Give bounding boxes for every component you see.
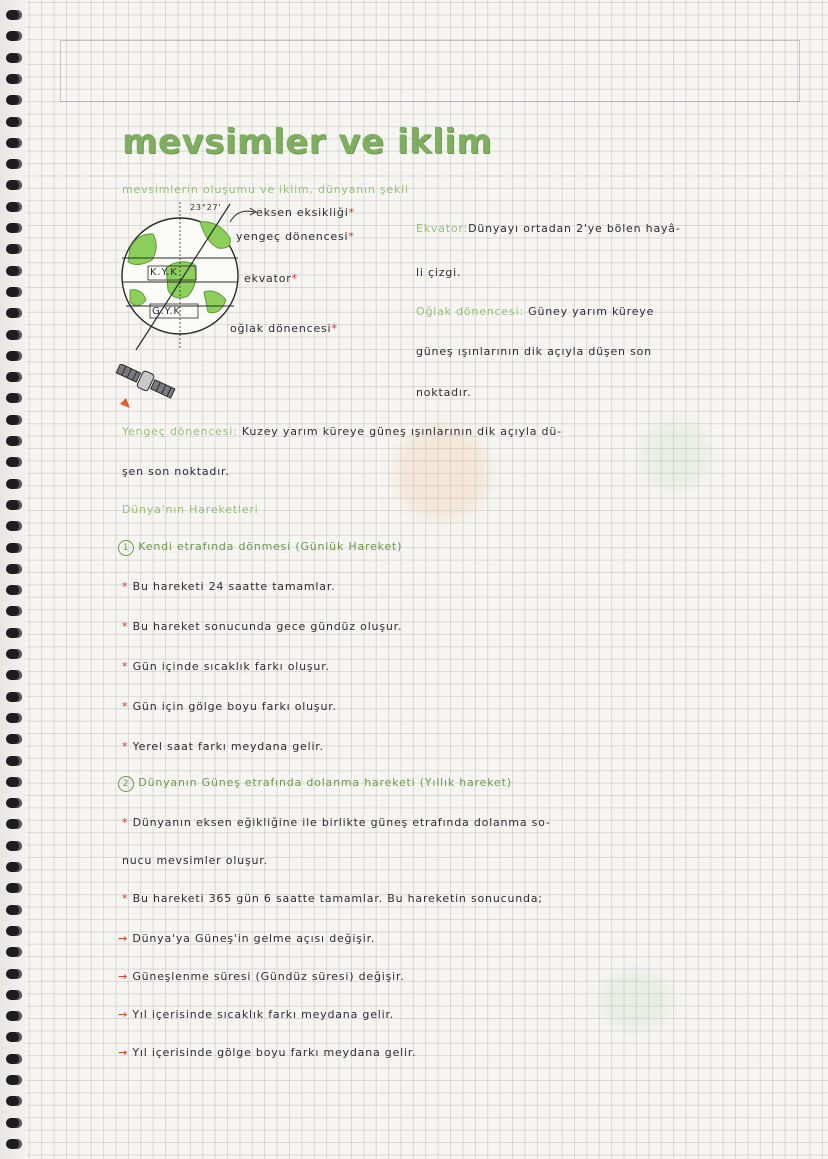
spiral-ring	[6, 521, 22, 531]
spiral-ring	[6, 287, 22, 297]
spiral-ring	[6, 670, 22, 680]
cancer-diagram-label: yengeç dönencesi*	[236, 230, 355, 243]
star-icon: *	[122, 700, 129, 713]
spiral-ring	[6, 1139, 22, 1149]
spiral-ring	[6, 798, 22, 808]
bullet-text: Yerel saat farkı meydana gelir.	[132, 740, 324, 753]
spiral-ring	[6, 734, 22, 744]
arrow-icon: →	[118, 1046, 129, 1059]
spiral-ring	[6, 266, 22, 276]
south-hemisphere-label: G.Y.K	[152, 306, 181, 317]
spiral-ring	[6, 1075, 22, 1085]
yearly-line3: * Bu hareketi 365 gün 6 saatte tamamlar. Bu hareketin sonucunda;	[122, 892, 543, 905]
spiral-ring	[6, 628, 22, 638]
spiral-ring	[6, 649, 22, 659]
spiral-ring	[6, 1011, 22, 1021]
spiral-ring	[6, 308, 22, 318]
spiral-ring	[6, 564, 22, 574]
angle-label: 23°27'	[190, 203, 222, 212]
bleed-through-stain	[600, 970, 670, 1030]
capricorn-definition-line3: noktadır.	[416, 386, 472, 399]
spiral-ring	[6, 777, 22, 787]
bullet-text: Gün için gölge boyu farkı oluşur.	[132, 700, 337, 713]
star-icon: *	[122, 660, 129, 673]
spiral-ring	[6, 10, 22, 20]
spiral-ring	[6, 180, 22, 190]
spiral-ring	[6, 1032, 22, 1042]
daily-bullet	[122, 580, 335, 593]
spiral-ring	[6, 53, 22, 63]
spiral-ring	[6, 841, 22, 851]
cancer-definition-line1: Yengeç dönencesi: Kuzey yarım küreye güneş ışınlarının dik açıyla dü-	[122, 425, 562, 438]
star-icon: *	[122, 580, 129, 593]
movements-heading: Dünya'nın Hareketleri	[122, 503, 259, 516]
bleed-through-stain	[395, 425, 490, 520]
bullet-text: Bu hareketi 24 saatte tamamlar.	[132, 580, 336, 593]
spiral-ring	[6, 990, 22, 1000]
capricorn-definition-line1: Oğlak dönencesi: Güney yarım küreye	[416, 305, 655, 318]
yearly-arrow-item	[118, 932, 375, 945]
spiral-ring	[6, 159, 22, 169]
spiral-ring	[6, 457, 22, 467]
spiral-ring	[6, 138, 22, 148]
bullet-text: Gün içinde sıcaklık farkı oluşur.	[132, 660, 330, 673]
spiral-ring	[6, 926, 22, 936]
daily-bullet	[122, 700, 337, 713]
header-box	[60, 40, 800, 102]
satellite-icon	[110, 364, 178, 414]
arrow-icon: →	[118, 970, 129, 983]
spiral-ring	[6, 947, 22, 957]
spiral-ring	[6, 95, 22, 105]
spiral-ring	[6, 756, 22, 766]
equator-definition-line2: li çizgi.	[416, 266, 462, 279]
spiral-ring	[6, 223, 22, 233]
spiral-ring	[6, 862, 22, 872]
spiral-ring	[6, 819, 22, 829]
bleed-through-stain	[640, 420, 710, 490]
axis-tilt-label: eksen eksikliği*	[256, 206, 355, 219]
arrow-text: Yıl içerisinde sıcaklık farkı meydana gelir.	[132, 1008, 395, 1021]
yearly-arrow-item	[118, 970, 405, 983]
daily-bullet	[122, 740, 324, 753]
spiral-ring	[6, 606, 22, 616]
spiral-ring	[6, 479, 22, 489]
spiral-ring	[6, 117, 22, 127]
arrow-icon: →	[118, 1008, 129, 1021]
equator-diagram-label: ekvator*	[244, 272, 298, 285]
spiral-ring	[6, 31, 22, 41]
spiral-ring	[6, 351, 22, 361]
spiral-ring	[6, 713, 22, 723]
spiral-ring	[6, 436, 22, 446]
arrow-text: Yıl içerisinde gölge boyu farkı meydana gelir.	[132, 1046, 417, 1059]
yearly-line1: * Dünyanın eksen eğikliğine ile birlikte güneş etrafında dolanma so-	[122, 816, 551, 829]
spiral-ring	[6, 543, 22, 553]
capricorn-definition-line2: güneş ışınlarının dik açıyla düşen son	[416, 345, 652, 358]
spiral-ring	[6, 415, 22, 425]
yearly-arrow-item	[118, 1008, 394, 1021]
cancer-definition-line2: şen son noktadır.	[122, 465, 230, 478]
north-hemisphere-label: K.Y.K	[150, 267, 178, 278]
arrow-icon: →	[118, 932, 129, 945]
star-icon: *	[122, 620, 129, 633]
subtitle: mevsimlerin oluşumu ve iklim, dünyanın şekli	[122, 183, 409, 196]
daily-bullet	[122, 660, 330, 673]
spiral-ring	[6, 969, 22, 979]
yearly-arrow-item	[118, 1046, 416, 1059]
daily-heading: 1 Kendi etrafında dönmesi (Günlük Hareket)	[118, 540, 402, 556]
spiral-ring	[6, 905, 22, 915]
spiral-ring	[6, 1054, 22, 1064]
equator-definition-line1: Ekvator:Dünyayı ortadan 2'ye bölen hayâ-	[416, 222, 681, 235]
spiral-ring	[6, 585, 22, 595]
yearly-line2: nucu mevsimler oluşur.	[122, 854, 268, 867]
spiral-ring	[6, 244, 22, 254]
page-title: mevsimler ve iklim	[122, 122, 493, 162]
spiral-ring	[6, 74, 22, 84]
spiral-binding	[0, 0, 26, 1159]
spiral-ring	[6, 500, 22, 510]
arrow-text: Dünya'ya Güneş'in gelme açısı değişir.	[132, 932, 376, 945]
capricorn-diagram-label: oğlak dönencesi*	[230, 322, 338, 335]
spiral-ring	[6, 202, 22, 212]
spiral-ring	[6, 330, 22, 340]
spiral-ring	[6, 1118, 22, 1128]
yearly-heading: 2 Dünyanın Güneş etrafında dolanma hareketi (Yıllık hareket)	[118, 776, 512, 792]
arrow-text: Güneşlenme süresi (Gündüz süresi) değişir.	[132, 970, 405, 983]
spiral-ring	[6, 692, 22, 702]
daily-bullet	[122, 620, 402, 633]
spiral-ring	[6, 883, 22, 893]
star-icon: *	[122, 740, 129, 753]
spiral-ring	[6, 372, 22, 382]
bullet-text: Bu hareket sonucunda gece gündüz oluşur.	[132, 620, 403, 633]
spiral-ring	[6, 393, 22, 403]
spiral-ring	[6, 1096, 22, 1106]
